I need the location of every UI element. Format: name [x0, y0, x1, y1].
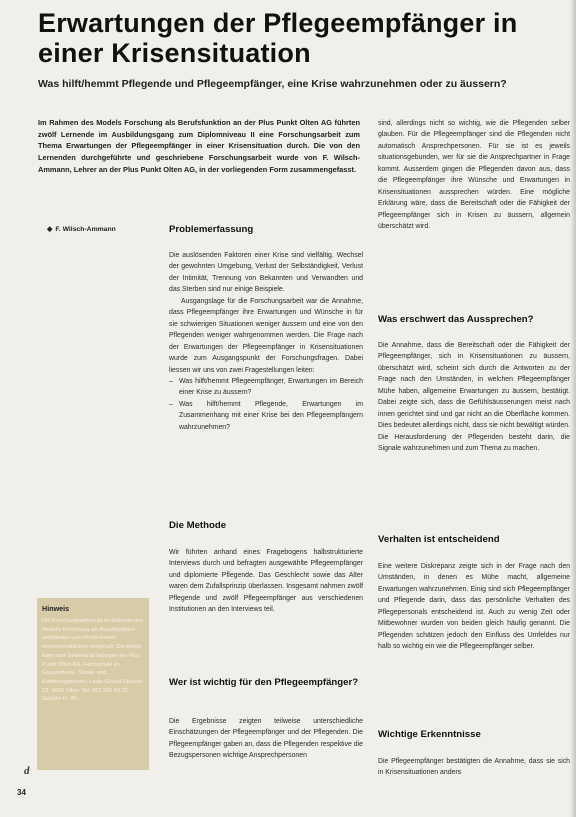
article-title: Erwartungen der Pflegeempfänger in einer Krisensituation [38, 8, 518, 68]
diamond-icon: ◆ [47, 226, 53, 233]
column-2-block-2 [169, 547, 363, 616]
heading-wichtige-erkenntnisse: Wichtige Erkenntnisse [378, 729, 481, 740]
dash-marker: – [169, 400, 173, 408]
column-2-block-1 [169, 250, 363, 433]
section-mark: d [24, 765, 30, 777]
list-item-text: Was hilft/hemmt Pflegende, Erwartungen im Zusammenhang mit einer Krise bei den Pflegeempfängern wahrzunehmen? [179, 400, 363, 431]
paragraph: Die Pflegeempfänger bestätigten die Annahme, dass sie sich in Krisensituationen anders [378, 758, 570, 777]
column-2-block-3 [169, 716, 363, 762]
column-3-block-2 [378, 340, 570, 455]
column-3-block-4 [378, 756, 570, 779]
heading-methode: Die Methode [169, 520, 227, 531]
question-list [169, 376, 363, 433]
scan-edge-shadow [570, 0, 576, 817]
list-item [169, 376, 363, 399]
author-name: F. Wilsch-Ammann [55, 226, 116, 233]
hinweis-text: Die Forschungsarbeit ist im Rahmen des Modells Forschung als Berufsfunktion entstanden und erhebt keinen wissenschaftlichen Anspruch. Die Arbeit kann vom Sekretariat bezogen bei Plus Punkt Olten AG, Fachschule im Gesundheits-, Sozial- und Erziehungswesen, Louis-Giroud-Strasse 23, 4600 Olten. Tel. 062 296 69 72, Gebühr Fr. 20.–. [42, 618, 144, 703]
paragraph: Eine weitere Diskrepanz zeigte sich in der Frage nach den Umständen, in denen es Mühe macht, allgemeine Erwartungen wahrzunehmen. Einig sind sich Pflegeempfänger und Pflegende darin, dass das persönliche Verhalten des Pflegepersonals entscheidend ist. Auch zu wenig Zeit oder Mitbewohner wurden von beiden gleich häufig genannt. Die Pflegenden schätzen jedoch den Einfluss des Umfeldes nur halb so wichtig ein wie die Pflegeempfänger selber. [378, 563, 570, 651]
list-item [169, 399, 363, 433]
column-3-block-1 [378, 118, 570, 233]
paragraph: Wir führten anhand eines Fragebogens halbstrukturierte Interviews durch und befragten ausgewählte Pflegeempfänger und diplomierte Pflegende. Das Geschlecht sowie das Alter waren dem Zufallsprinzip überlassen. Insgesamt nahmen zwölf Pflegende und zwölf Pflegeempfänger aus verschiedenen Institutionen an den Interviews teil. [169, 549, 363, 614]
paragraph: sind, allerdings nicht so wichtig, wie die Pflegenden selber glauben. Für die Pflegeempfänger sind die Pflegenden nicht automatisch Ansprechpersonen. Für sie ist es jeweils situationsgebunden, wer für sie die Ansprechpartner in Frage kommt. Ausserdem gingen die Pflegenden davon aus, dass die Pflegeempfänger ihre Wünsche und Erwartungen in Krisensituationen aussprechen würden. Eine mögliche Erklärung wäre, dass die Bereitschaft oder die Fähigkeit der Pflegeempfänger sich in Krisen zu äussern, allgemein überschätzt wird. [378, 120, 570, 231]
author-byline [47, 225, 157, 235]
paragraph: Die auslösenden Faktoren einer Krise sind vielfältig. Wechsel der gewohnten Umgebung, Verlust der Selbständigkeit, Verlust der Intimität, Trennung von Bekannten und Verwandten und das Sterben sind nur einige Beispiele. [169, 252, 363, 294]
page-number: 34 [17, 788, 26, 797]
heading-problemerfassung: Problemerfassung [169, 224, 254, 235]
list-item-text: Was hilft/hemmt Pflegeempfänger, Erwartungen im Bereich einer Krise zu äussern? [179, 377, 363, 397]
hinweis-title: Hinweis [42, 604, 70, 613]
paragraph: Ausgangslage für die Forschungsarbeit war die Annahme, dass Pflegeempfänger ihre Erwartungen und Wünsche in für sie schwierigen Situationen weniger äussern und eine von den Pflegenden weniger wahrgenommen werden. Die Frage nach der Erwartungen der Pflegeempfänger in Krisensituationen wurde zum Ausgangspunkt der Forschungsfragen. Dabei liessen wir uns von zwei Fragestellungen leiten: [169, 297, 363, 374]
heading-wer-ist-wichtig: Wer ist wichtig für den Pflegeempfänger? [169, 677, 359, 688]
heading-was-erschwert: Was erschwert das Aussprechen? [378, 314, 534, 325]
heading-verhalten: Verhalten ist entscheidend [378, 534, 500, 545]
paragraph: Die Ergebnisse zeigten teilweise unterschiedliche Einschätzungen der Pflegeempfänger und der Pflegenden. Die Pflegeempfänger gaben an, dass die Pflegenden respektive die Bezugspersonen wichtige Ansprechpersonen [169, 718, 363, 760]
article-subtitle: Was hilft/hemmt Pflegende und Pflegeempfänger, eine Krise wahrzunehmen oder zu äussern? [38, 78, 507, 90]
dash-marker: – [169, 377, 173, 385]
column-3-block-3 [378, 561, 570, 653]
hinweis-box [37, 598, 149, 770]
paragraph: Die Annahme, dass die Bereitschaft oder die Fähigkeit der Pflegeempfänger, sich in Krisensituationen zu äussern, überschätzt wird, scheint sich durch die Antworten zu der Frage nach den Umständen, in welchen Pflegeempfänger Mühe haben, allgemeine Erwartungen zu äussern, bestätigt. Dabei zeigte sich, dass die Gefühlsäusserungen meist nach innen gerichtet sind und gar nicht an die Oberfläche kommen. Dies bedeutet allerdings nicht, dass sie nicht bewältigt würden. Die Herausforderung der Pflegenden besteht darin, die Signale wahrzunehmen und zum Thema zu machen. [378, 342, 570, 453]
article-lead: Im Rahmen des Models Forschung als Berufsfunktion an der Plus Punkt Olten AG führten zwölf Lernende im Ausbildungsgang zum Diplomniveau II eine Forschungsarbeit zum Thema Erwartungen der Pflegeempfänger in einer Krisensituation durch. Die von den Lernenden durchgeführte und geschriebene Forschungsarbeit wurde von F. Wilsch-Ammann, Lehrer an der Plus Punkt Olten AG, in der vorliegenden Form zusammengefasst. [38, 118, 360, 174]
